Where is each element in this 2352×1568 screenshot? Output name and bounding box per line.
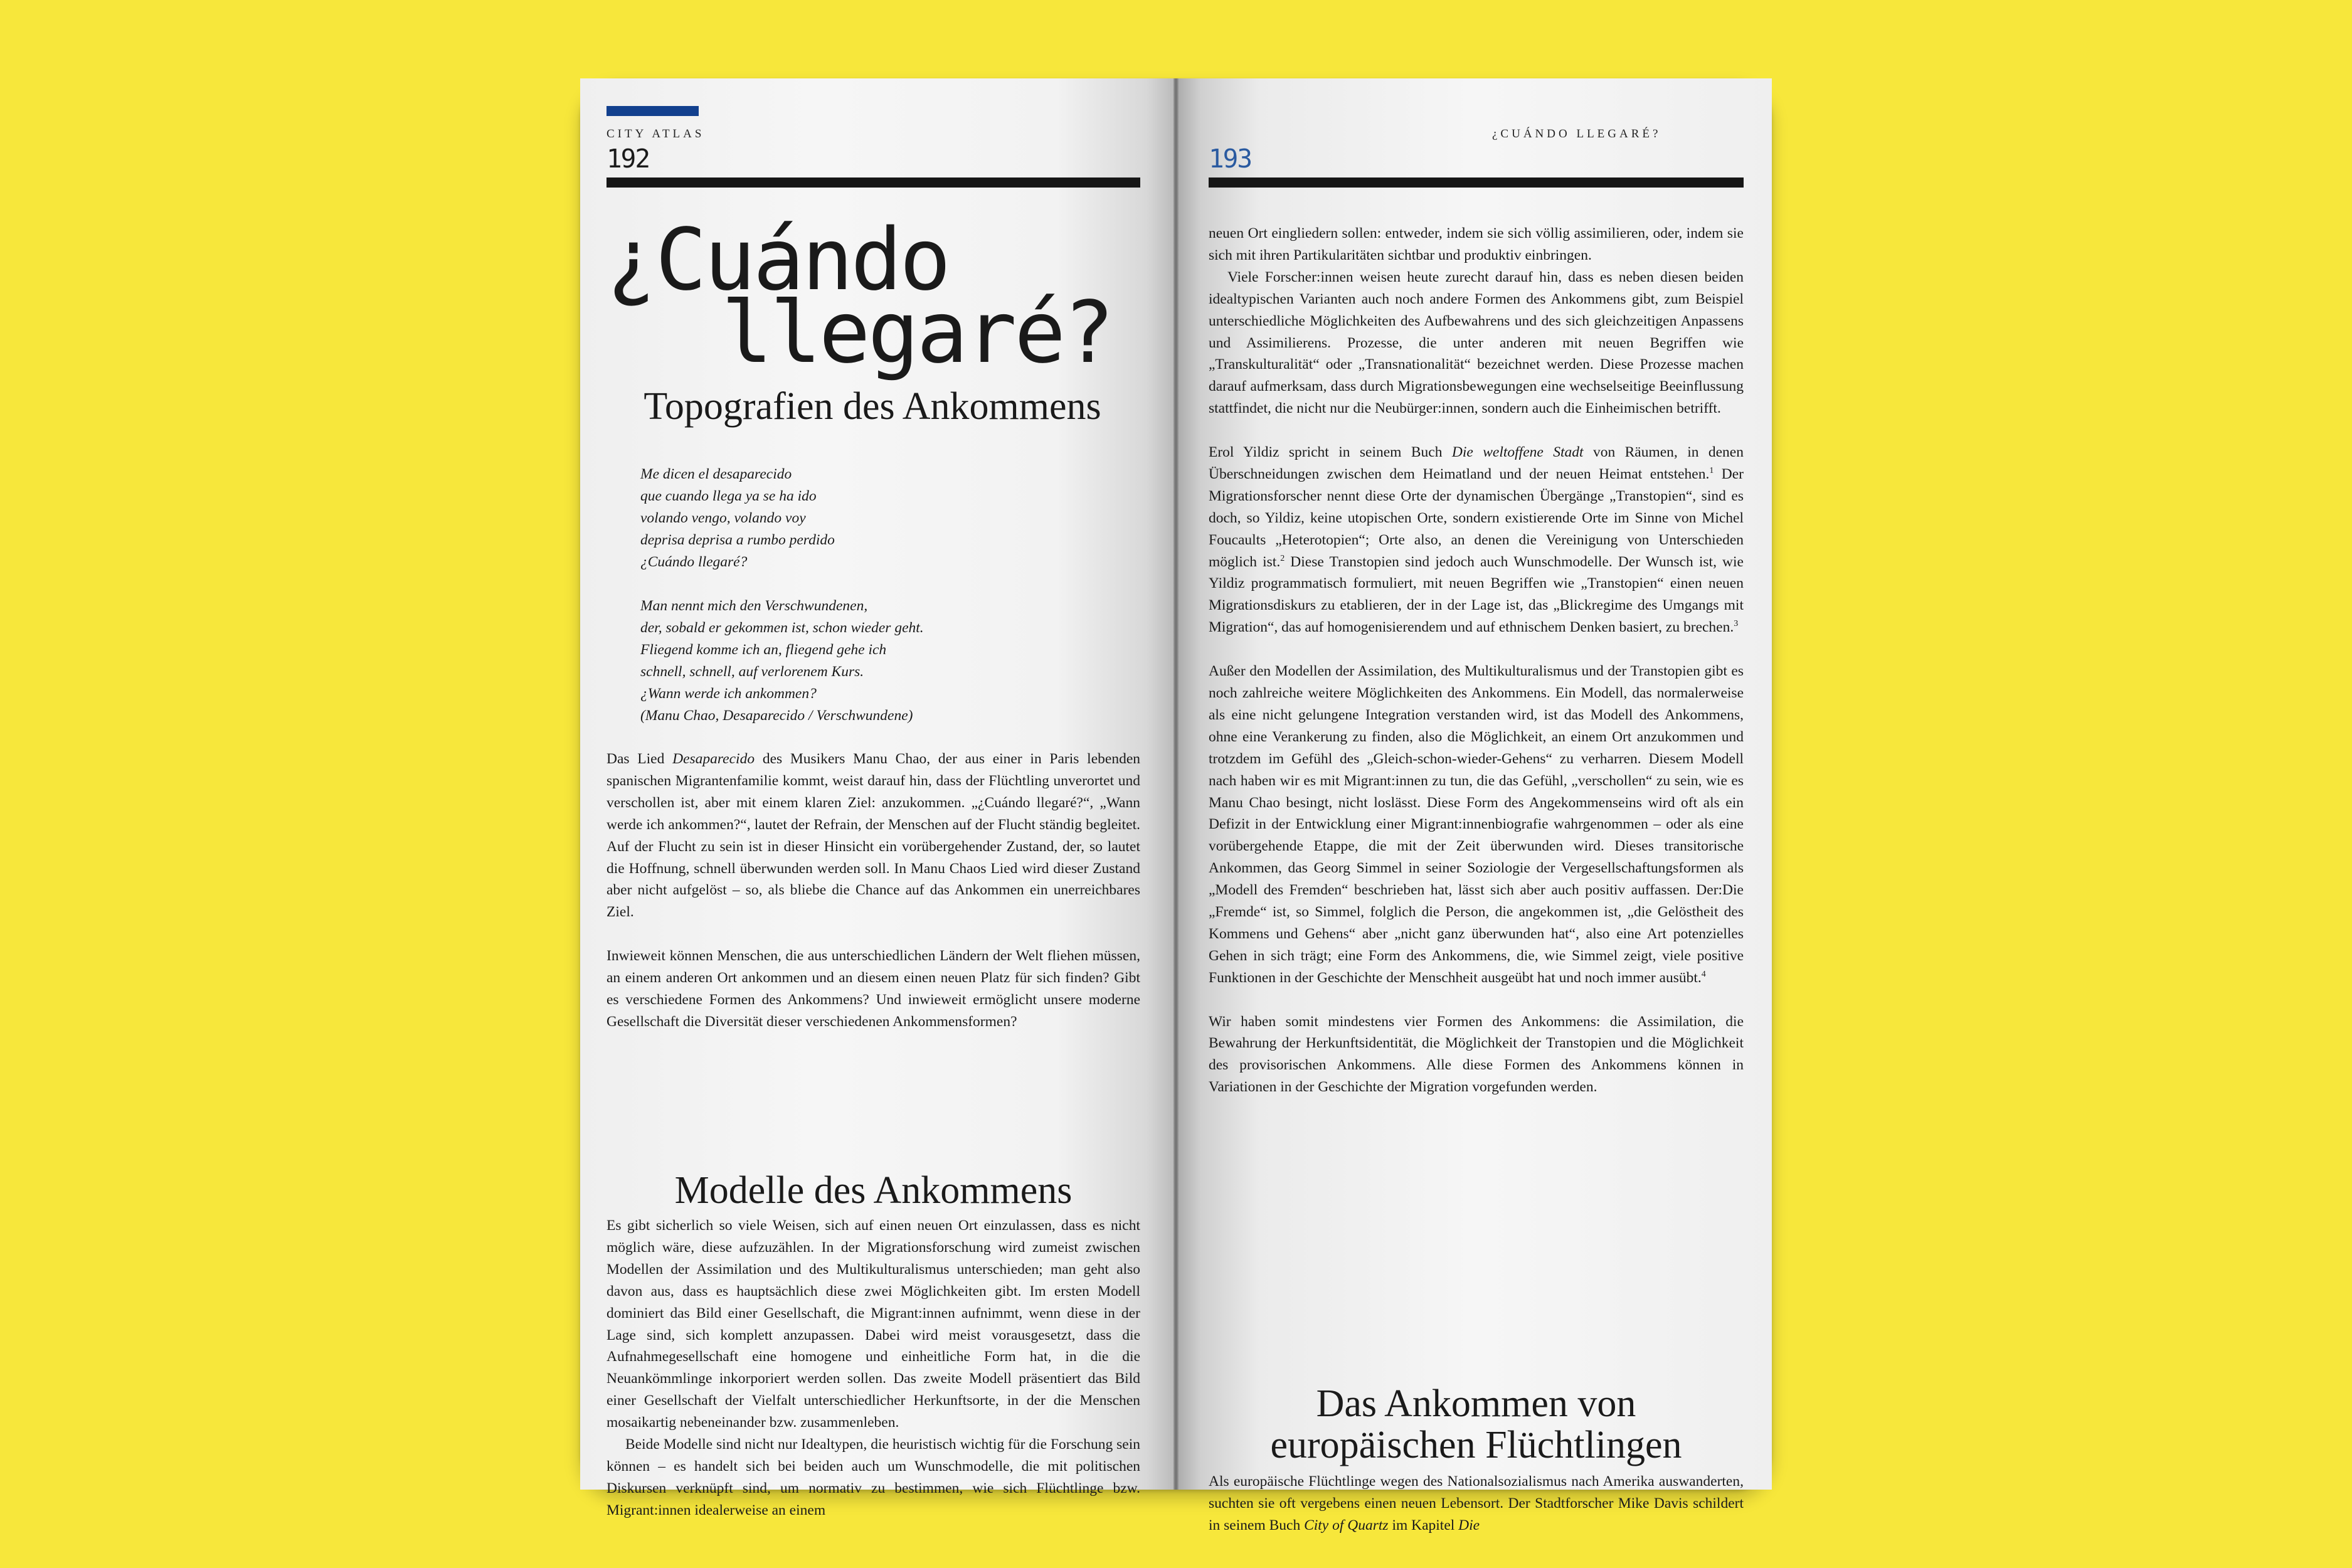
paragraph: Viele Forscher:innen weisen heute zurecht darauf hin, dass es neben diesen beiden idealtypischen Varianten auch noch andere Formen des Ankommens gibt, zum Beispiel unterschiedliche Möglichkeiten des Aufbewahrens und des sich gleichzeitigen Anpassens und Assimilierens. Prozesse, die unter anderen mit neuen Begriffen wie „Transkulturalität“ oder „Transnationalität“ bezeichnet werden. Diese Prozesse machen darauf aufmerksam, dass durch Migrationsbewegungen eine wechselseitige Beeinflussung stattfindet, die nicht nur die Neubürger:innen, sondern auch die Einheimischen betrifft. [1209,268,1744,417]
left-body-models [607,1215,1140,1522]
heading-models: Modelle des Ankommens [674,1169,1073,1212]
poem-line: deprisa deprisa a rumbo perdido [640,532,835,548]
paragraph: Das Lied Desaparecido des Musikers Manu Chao, der aus einer in Paris lebenden spanischen Migrantenfamilie kommt, weist darauf hin, dass der Flüchtling unverortet und verschollen ist, aber mit einem klaren Ziel: anzukommen. „¿Cuándo llegaré?“, „Wann werde ich ankommen?“, lautet der Refrain, der Menschen auf der Flucht ständig begleitet. Auf der Flucht zu sein ist in dieser Hinsicht ein vorübergehender Zustand, der, so lautet die Hoffnung, schnell überwunden werden soll. In Manu Chaos Lied wird dieser Zustand aber nicht aufgelöst – so, als bliebe die Chance auf das Ankommen ein unerreichbares Ziel. [607,751,1140,921]
poem-line: Man nennt mich den Verschwundenen, [640,598,868,614]
paragraph: Als europäische Flüchtlinge wegen des Nationalsozialismus nach Amerika auswanderten, suchten sie oft vergebens einen neuen Lebensort. Der Stadtforscher Mike Davis schildert in seinem Buch City of Quartz im Kapitel Die [1209,1473,1744,1534]
page-number-right: 193 [1209,144,1252,174]
paragraph: Wir haben somit mindestens vier Formen des Ankommens: die Assimilation, die Bewahrung der Herkunftsidentität, die Möglichkeit der Transtopien und die Möglichkeit des provisorischen Ankommens. Alle diese Formen des Ankommens können in Variationen in der Geschichte der Migration vorgefunden werden. [1209,1013,1744,1096]
paragraph: Erol Yildiz spricht in seinem Buch Die weltoffene Stadt von Räumen, in denen Überschneidungen zwischen dem Heimatland und der neuen Heimat entstehen.$^1$ Der Migrationsforscher nennt diese Orte der dynamischen Übergänge „Transtopien“, sind es doch, so Yildiz, keine utopischen Orte, sondern existierende Orte im Sinne von Michel Foucaults „Heterotopien“; Orte also, an denen die Vereinigung von Unterschieden möglich ist.$^2$ Diese Transtopien sind jedoch auch Wunschmodelle. Der Wunsch ist, wie Yildiz programmatisch formuliert, mit neuen Begriffen wie „Transtopien“ einen neuen Migrationsdiskurs zu etablieren, der in der Lage ist, das „Blickregime des Umgangs mit Migration“, das auf homogenisierendem und auf ethnischem Denken basiert, zu brechen.$^3$ [1209,444,1744,636]
title-line-2: llegaré? [721,283,1113,383]
poem-line: volando vengo, volando voy [640,510,806,526]
heading-line: Das Ankommen von [1316,1382,1636,1425]
blue-tab-marker [607,106,699,116]
poem-line: schnell, schnell, auf verlorenem Kurs. [640,664,864,680]
heading-line: europäischen Flüchtlingen [1270,1424,1682,1466]
poem [640,464,924,727]
poem-attribution: (Manu Chao, Desaparecido / Verschwundene) [640,707,913,724]
right-body-top [1209,223,1744,1098]
open-book [580,78,1772,1534]
paragraph: Beide Modelle sind nicht nur Idealtypen, die heuristisch wichtig für die Forschung sein können – es handelt sich bei beiden auch um Wunschmodelle, die mit politischen Diskursen verknüpft sind, um normativ zu bestimmen, wie sich Flüchtlinge bzw. Migrant:innen idealerweise an einem [607,1436,1140,1518]
poem-line: ¿Wann werde ich ankommen? [640,686,817,702]
right-page [1176,78,1772,1534]
footnote-ref: 1 [1709,465,1714,475]
header-rule-left [607,177,1140,188]
paragraph: Inwieweit können Menschen, die aus unterschiedlichen Ländern der Welt fliehen müssen, an einem anderen Ort ankommen und an diesem einen neuen Platz für sich finden? Gibt es verschiedene Formen des Ankommens? Und inwieweit ermöglicht unsere moderne Gesellschaft die Diversität dieser verschiedenen Ankommensformen? [607,948,1140,1030]
right-body-bottom [1209,1471,1744,1537]
heading-european-refugees [1209,1383,1744,1466]
poem-line: der, sobald er gekommen ist, schon wieder geht. [640,620,924,636]
paragraph: Außer den Modellen der Assimilation, des Multikulturalismus und der Transtopien gibt es noch zahlreiche weitere Möglichkeiten des Ankommens. Ein Modell, das normalerweise als eine nicht gelungene Integration verstanden wird, ist das Modell des Ankommens, ohne eine Verankerung zu finden, also die Möglichkeit, an einem Ort anzukommen und trotzdem im Gefühl des „Gleich-schon-wieder-Gehens“ zu verharren. Diesem Modell nach haben wir es mit Migrant:innen zu tun, die das Gefühl, „verschollen“ zu sein, wie es Manu Chao besingt, nicht loslässt. Diese Form des Angekommenseins wird oft als ein Defizit in der Entwicklung einer Migrant:innenbiografie wahrgenommen – oder als eine vorübergehende Etappe, die mit der Zeit überwunden wird. Dieses transitorische Ankommen, das Georg Simmel in seiner Soziologie der Vergesellschaftungsformen als „Modell des Fremden“ beschrieben hat, lässt sich aber auch positiv auffassen. Der:Die „Fremde“ ist, so Simmel, folglich die Person, die angekommen ist, „die Gelöstheit des Kommens und Gehens“ aber „nicht ganz überwunden hat“, also eine Art potenzielles Gehen in sich trägt; eine Form des Ankommens, die, wie Simmel zeigt, viele positive Funktionen in der Geschichte der Menschheit ausgeübt hat und noch immer ausübt.$^4$ [1209,663,1744,986]
poem-stanza-gap [640,573,924,595]
poem-line: ¿Cuándo llegaré? [640,554,748,570]
header-rule-right [1209,177,1744,188]
paragraph: Es gibt sicherlich so viele Weisen, sich auf einen neuen Ort einzulassen, dass es nicht möglich wäre, diese aufzuzählen. In der Migrationsforschung wird zumeist zwischen Modellen der Assimilation und des Multikulturalismus unterschieden; man geht also davon aus, dass es hauptsächlich diese zwei Möglichkeiten gibt. Im ersten Modell dominiert das Bild einer Gesellschaft, die Migrant:innen aufnimmt, wenn diese in der Lage sind, sich komplett anzupassen. Dabei wird meist vorausgesetzt, dass die Aufnahmegesellschaft eine homogene und einheitliche Form hat, in die die Neuankömmlinge inkorporiert werden sollen. Das zweite Modell präsentiert das Bild einer Gesellschaft der Vielfalt unterschiedlicher Herkunftsorte, in der die Menschen mosaikartig nebeneinander bzw. zusammenleben. [607,1217,1140,1431]
poem-line: que cuando llega ya se ha ido [640,488,817,504]
left-body-intro [607,748,1140,1033]
footnote-ref: 4 [1701,969,1706,979]
page-number-left: 192 [607,144,650,174]
running-head-right: ¿CUÁNDO LLEGARÉ? [1492,127,1661,140]
paragraph: neuen Ort eingliedern sollen: entweder, indem sie sich völlig assimilieren, oder, indem sie sich mit ihren Partikularitäten sichtbar und produktiv einbringen. [1209,225,1744,263]
footnote-ref: 2 [1280,553,1285,563]
left-page [580,78,1176,1518]
subtitle: Topografien des Ankommens [644,385,1101,428]
running-head-left: CITY ATLAS [607,127,705,140]
title-line-1: ¿Cuándo [607,211,949,310]
book-spine [1173,78,1179,1490]
poem-line: Me dicen el desaparecido [640,466,792,482]
footnote-ref: 3 [1734,619,1739,629]
poem-line: Fliegend komme ich an, fliegend gehe ich [640,642,887,658]
